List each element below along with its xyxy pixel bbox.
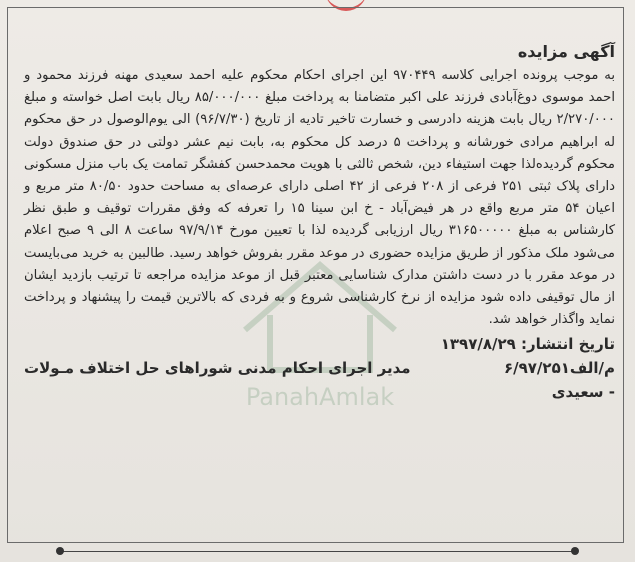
signatory-title: مدیر اجرای احکام مدنی شوراهای حل اختلاف مـولات <box>24 359 411 378</box>
watermark-text: PanahAmlak <box>245 383 395 411</box>
notice-body: به موجب پرونده اجرایی کلاسه ۹۷۰۴۴۹ این اجرای احکام محکوم علیه احمد سعیدی مهنه فرزند محمود و احمد موسوی دوغ‌آبادی فرزند علی اکبر متضامنا به پرداخت مبلغ ۸۵/۰۰۰/۰۰۰ ریال بابت اصل خواسته و مبلغ ۲/۲۷۰/۰۰۰ ریال بابت هزینه دادرسی و خسارت تاخیر تادیه از تاریخ (۹۶/۷/۳۰) الی یوم‌الوصول در حق محکوم له ابراهیم مرادی خورشانه و پرداخت ۵ درصد کل محکوم به، بابت نیم عشر دولتی در حق صندوق دولت محکوم گردیده‌لذا جهت استیفاء دین، شخص ثالثی با هویت محمدحسن کفشگر تمامت یک باب منزل مسکونی دارای پلاک ثبتی ۲۵۱ فرعی از ۲۰۸ فرعی از ۴۲ اصلی دارای عرصه‌ای به مساحت حدود ۸۰/۵۰ متر مربع و اعیان ۵۴ متر مربع واقع در هر فیض‌آباد - خ ابن سینا ۱۵ را تعرفه که وفق مقررات توقیف و طبق نظر کارشناس به مبلغ ۳۱۶۵۰۰۰۰۰ ریال ارزیابی گردیده لذا با تعیین مورخ ۹۷/۹/۱۴ ساعت ۸ الی ۹ صبح اعلام می‌شود ملک مذکور از طریق مزایده حضوری در موعد مقرر بفروش خواهد رسید. طالبین به خرید می‌بایست در موعد مقرر با در دست داشتن مدارک شناسایی معتبر قبل از موعد مزایده مراجعه تا ترتیب بازدید ایشان از مال توقیفی داده شود مزایده از نرخ کارشناسی شروع و به فردی که بالاترین قیمت را پیشنهاد و پرداخت نماید واگذار خواهد شد. <box>24 68 616 328</box>
notice-title: آگهی مزایده <box>517 42 615 61</box>
publish-date: تاریخ انتشار: ۱۳۹۷/۸/۲۹ <box>440 335 615 354</box>
signatory-name: - سعیدی <box>551 383 615 402</box>
divider-dot-left <box>56 547 64 555</box>
bottom-divider <box>60 551 575 552</box>
notice-content <box>24 42 615 401</box>
signature-row <box>24 359 615 377</box>
reference-number: م/الف۶/۹۷/۲۵۱ <box>503 359 615 378</box>
divider-dot-right <box>571 547 579 555</box>
